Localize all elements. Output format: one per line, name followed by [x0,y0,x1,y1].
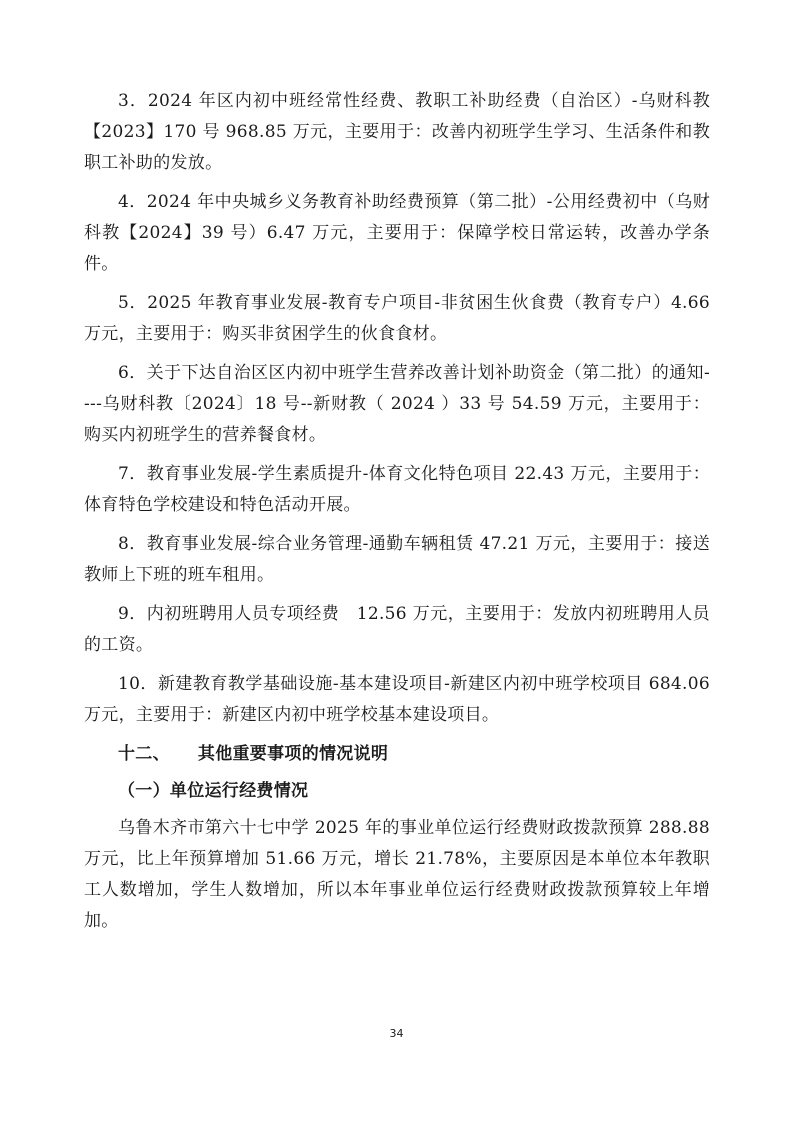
page-content [84,86,710,945]
list-item-6: 6．关于下达自治区区内初中班学生营养改善计划补助资金（第二批）的通知----乌财科教〔2024〕18 号--新财教（ 2024 ）33 号 54.59 万元，主要用于：购买内初班学生的营养餐食材。 [84,363,710,445]
list-item-10: 10．新建教育教学基础设施-基本建设项目-新建区内初中班学校项目 684.06 万元，主要用于：新建区内初中班学校基本建设项目。 [84,674,710,725]
section-heading [84,739,710,770]
section-heading-number: 十二、 [118,744,170,764]
subsection-heading: （一）单位运行经费情况 [118,781,309,801]
list-item-3: 3．2024 年区内初中班经常性经费、教职工补助经费（自治区）-乌财科教【2023】170 号 968.85 万元，主要用于：改善内初班学生学习、生活条件和教职工补助的发放。 [84,91,710,173]
page-number: 34 [389,1027,404,1040]
list-item-4: 4．2024 年中央城乡义务教育补助经费预算（第二批）-公用经费初中（乌财科教【2024】39 号）6.47 万元，主要用于：保障学校日常运转，改善办学条件。 [84,192,710,274]
body-paragraph: 乌鲁木齐市第六十七中学 2025 年的事业单位运行经费财政拨款预算 288.88 万元，比上年预算增加 51.66 万元，增长 21.78%，主要原因是本单位本年教职工人数增加，学生人数增加，所以本年事业单位运行经费财政拨款预算较上年增加。 [84,818,710,931]
list-item-7: 7．教育事业发展-学生素质提升-体育文化特色项目 22.43 万元，主要用于：体育特色学校建设和特色活动开展。 [84,464,710,515]
list-item-8: 8．教育事业发展-综合业务管理-通勤车辆租赁 47.21 万元，主要用于：接送教师上下班的班车租用。 [84,534,710,585]
list-item-5: 5．2025 年教育事业发展-教育专户项目-非贫困生伙食费（教育专户）4.66 万元，主要用于：购买非贫困学生的伙食食材。 [84,293,710,344]
list-item-9: 9．内初班聘用人员专项经费 12.56 万元，主要用于：发放内初班聘用人员的工资。 [84,604,710,655]
section-heading-title: 其他重要事项的情况说明 [197,744,389,764]
